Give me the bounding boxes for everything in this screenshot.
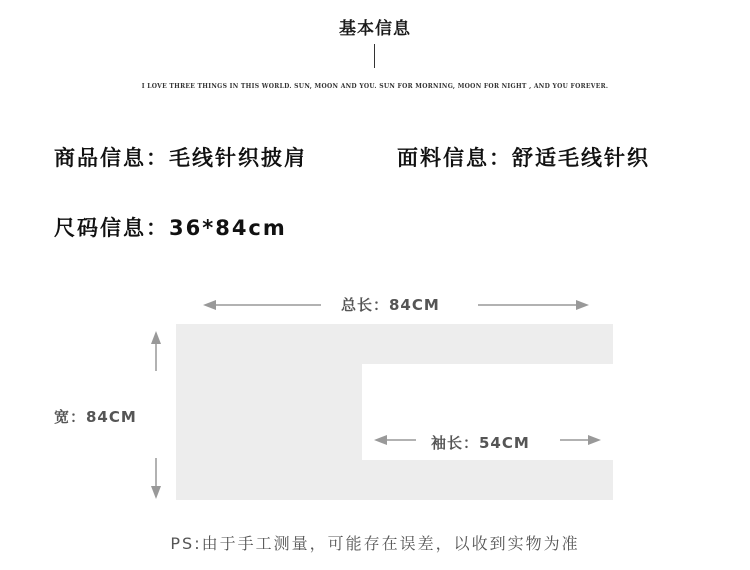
garment-body-bottom [362, 460, 613, 500]
width-up-arrow [148, 331, 164, 373]
measurement-note: PS:由于手工测量，可能存在误差，以收到实物为准 [170, 534, 580, 553]
section-title: 基本信息 [339, 19, 411, 39]
width-label: 宽：84CM [54, 408, 137, 426]
fabric-info: 面料信息：舒适毛线针织 [397, 146, 650, 170]
product-info: 商品信息：毛线针织披肩 [54, 146, 307, 170]
sleeve-length-label: 袖长：54CM [431, 434, 530, 452]
sleeve-length-left-arrow [374, 432, 418, 448]
total-length-label: 总长：84CM [341, 296, 440, 314]
title-divider [374, 44, 375, 68]
total-length-right-arrow [478, 297, 590, 313]
size-info: 尺码信息：36*84cm [54, 216, 287, 240]
garment-body-top [176, 324, 613, 364]
total-length-left-arrow [203, 297, 323, 313]
garment-body-side [176, 364, 362, 500]
tagline: I LOVE THREE THINGS IN THIS WORLD. SUN, MOON AND YOU. SUN FOR MORNING, MOON FOR NIGHT , AND YOU FOREVER. [141, 83, 609, 90]
width-down-arrow [148, 456, 164, 500]
sleeve-length-right-arrow [560, 432, 602, 448]
